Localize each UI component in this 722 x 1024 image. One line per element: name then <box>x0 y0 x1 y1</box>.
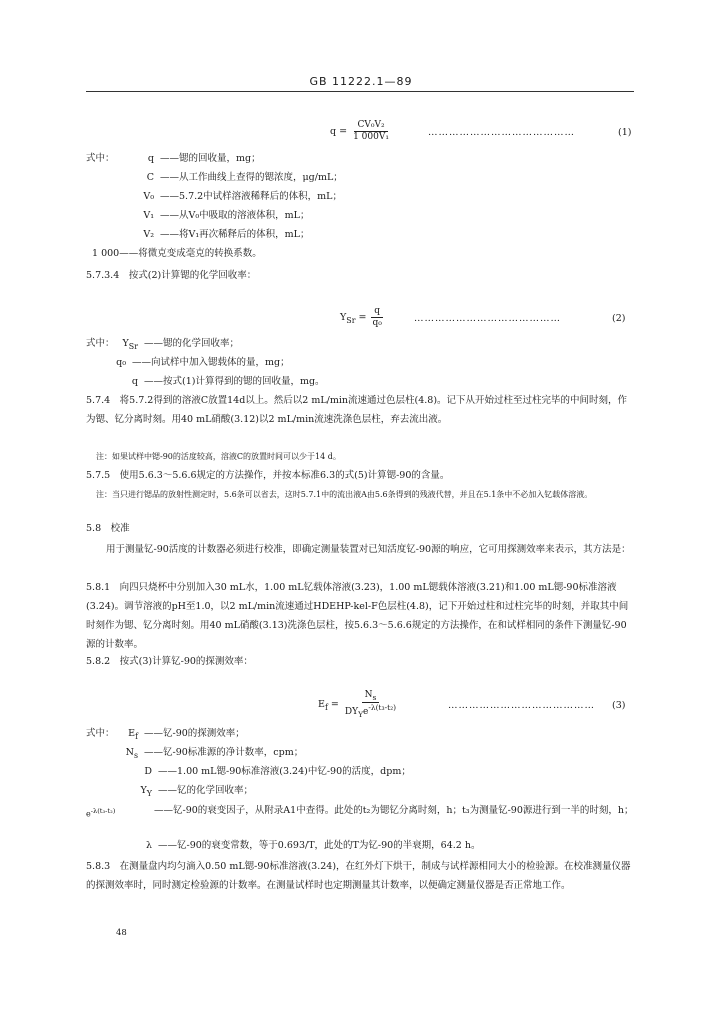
eq1-def-row <box>66 191 342 202</box>
eq1-def-row <box>110 153 261 164</box>
eq3-def-text: ——钇-90的衰变常数，等于0.693/T，此处的T为钇-90的半衰期，64.2 h。 <box>158 840 481 851</box>
equation-1 <box>330 120 392 143</box>
eq1-def-row <box>66 210 310 221</box>
section-5-7-4: 5.7.4 将5.7.2得到的溶液C放置14d以上。然后以2 mL/min流速通过色层柱(4.8)。记下从开始过柱至过柱完毕的中间时刻，作为锶、钇分离时刻。用40 mL硝酸(3.12)以2 mL/min流速洗涤色层柱，弃去流出液。 <box>86 395 628 425</box>
eq3-def-row <box>112 840 480 851</box>
section-5-7-5: 5.7.5 使用5.6.3～5.6.6规定的方法操作，并按本标准6.3的式(5)计算锶-90的含量。 <box>86 470 450 481</box>
eq3-fraction <box>342 690 399 719</box>
section-5-8-body: 用于测量钇-90活度的计数器必须进行校准，即确定测量装置对已知活度钇-90源的响应，它可用探测效率来表示，其方法是： <box>106 544 631 555</box>
eq3-def-symbol: $E_f$ <box>128 728 138 741</box>
eq2-def-text: ——锶的化学回收率； <box>144 338 240 349</box>
eq3-def-symbol: $N_s$ <box>125 747 138 760</box>
eq1-lhs: q = <box>330 125 348 137</box>
eq1-def-symbol: 1 000 <box>92 248 120 259</box>
eq3-def-symbol: λ <box>145 840 152 851</box>
equation-2 <box>340 306 385 329</box>
eq2-numerator: q <box>371 306 383 318</box>
eq3-numerator: $N_s$ <box>362 690 380 703</box>
eq1-def-text: ——将V₁再次稀释后的体积，mL； <box>160 229 310 240</box>
eq2-number: (2) <box>612 313 626 324</box>
page-number: 48 <box>116 928 127 938</box>
section-5-8-3: 5.8.3 在测量盘内均匀滴入0.50 mL锶-90标准溶液(3.24)，在红外灯下烘干，制成与试样源相同大小的检验源。在校准测量仪器的探测效率时，同时测定检验源的计数率。在测量试样时也定期测量其计数率，以便确定测量仪器是否正常地工作。 <box>86 861 631 891</box>
eq1-def-symbol: q <box>147 153 154 164</box>
eq3-def-row <box>112 747 303 760</box>
eq1-defs-lead: 式中： <box>86 153 115 164</box>
eq2-def-text: ——按式(1)计算得到的锶的回收量，mg。 <box>144 376 325 387</box>
eq2-lhs: $Y_{Sr}$ = <box>340 311 367 325</box>
eq3-number: (3) <box>612 700 626 711</box>
eq3-def-text: ——钇-90的衰变因子，从附录A1中查得。此处的t₂为锶钇分离时刻，h；t₃为测量钇-90源进行到一半的时刻，h； <box>154 805 634 816</box>
eq1-def-symbol: V₁ <box>143 210 154 221</box>
eq2-defs-lead: 式中： <box>86 338 115 349</box>
eq2-denominator: q₀ <box>372 317 382 328</box>
eq2-def-row <box>96 357 290 368</box>
eq3-def-row <box>112 766 411 777</box>
eq3-def-symbol: $Y_Y$ <box>140 785 152 798</box>
eq1-def-symbol: V₂ <box>143 229 154 240</box>
section-5-8-2: 5.8.2 按式(3)计算钇-90的探测效率： <box>86 656 253 667</box>
eq3-def-text: ——钇的化学回收率； <box>158 785 254 796</box>
eq2-dots: …………………………………… <box>414 313 561 324</box>
eq3-dots: …………………………………… <box>448 700 595 711</box>
eq1-def-symbol: C <box>146 172 154 183</box>
eq1-number: (1) <box>618 127 632 138</box>
eq3-lhs: $E_f$ = <box>318 698 339 712</box>
eq1-def-text: ——5.7.2中试样溶液稀释后的体积，mL； <box>160 191 342 202</box>
eq2-def-symbol: q₀ <box>116 357 126 368</box>
eq2-fraction <box>370 306 385 329</box>
eq2-def-row <box>112 338 239 351</box>
note-5-7-5: 注：当只进行锶品的放射性测定时，5.6条可以省去，这时5.7.1中的流出液A由5.6条得到的残液代替，并且在5.1条中不必加入钇载体溶液。 <box>96 490 593 499</box>
eq1-denominator: 1 000V₁ <box>353 131 389 142</box>
header-rule <box>86 91 634 92</box>
eq1-def-symbol: V₀ <box>143 191 154 202</box>
eq3-def-symbol: $e^{-\lambda(t_3-t_2)}$ <box>86 807 116 819</box>
section-5-8-heading: 5.8 校准 <box>86 523 130 534</box>
eq2-def-symbol: q <box>131 376 138 387</box>
eq1-def-text: ——从工作曲线上查得的锶浓度，μg/mL； <box>160 172 343 183</box>
eq3-def-row <box>112 728 245 741</box>
eq3-denominator: $DY_Ye^{-\lambda(t_3-t_2)}$ <box>344 702 397 719</box>
section-5-8-1: 5.8.1 向四只烧杯中分别加入30 mL水，1.00 mL钇载体溶液(3.23)，1.00 mL锶载体溶液(3.21)和1.00 mL锶-90标准溶液(3.24)。调节溶液的pH至1.0，以2 mL/min流速通过HDEHP-kel-F色层柱(4.8)，记下开始过柱和过柱完毕的时刻，并取其中间时刻作为锶、钇分离时刻。用40 mL硝酸(3.13)洗涤色层柱，按5.6.3～5.6.6规定的方法操作，在和试样相同的条件下测量钇-90源的计数率。 <box>86 582 629 650</box>
eq1-def-row <box>66 229 310 240</box>
eq2-def-row <box>96 376 325 387</box>
equation-3 <box>318 690 399 719</box>
eq3-def-text: ——1.00 mL锶-90标准溶液(3.24)中钇-90的活度，dpm； <box>158 766 411 777</box>
eq1-def-row <box>92 248 262 259</box>
eq1-def-row <box>66 172 343 183</box>
eq3-def-text: ——钇-90的探测效率； <box>144 728 245 739</box>
eq3-def-symbol: D <box>144 766 152 777</box>
standard-number-header: GB 11222.1—89 <box>309 75 413 88</box>
eq1-def-text: ——从V₀中吸取的溶液体积，mL； <box>160 210 310 221</box>
section-5-7-3-4: 5.7.3.4 按式(2)计算锶的化学回收率： <box>86 270 257 281</box>
eq1-def-text: ——锶的回收量，mg； <box>160 153 261 164</box>
eq1-def-text: ——将微克变成毫克的转换系数。 <box>119 248 262 259</box>
eq2-def-text: ——向试样中加入锶载体的量，mg； <box>132 357 290 368</box>
eq3-defs-lead: 式中： <box>86 728 115 739</box>
eq1-numerator: CV₀V₂ <box>354 120 387 132</box>
eq3-def-text: ——钇-90标准源的净计数率，cpm； <box>144 747 304 758</box>
eq3-def-row <box>112 785 253 798</box>
eq1-fraction <box>350 120 392 143</box>
eq1-dots: …………………………………… <box>428 127 575 138</box>
note-5-7-4: 注：如果试样中锶-90的活度较高，溶液C的放置时间可以少于14 d。 <box>96 452 341 461</box>
eq2-def-symbol: $Y_{Sr}$ <box>122 338 138 351</box>
